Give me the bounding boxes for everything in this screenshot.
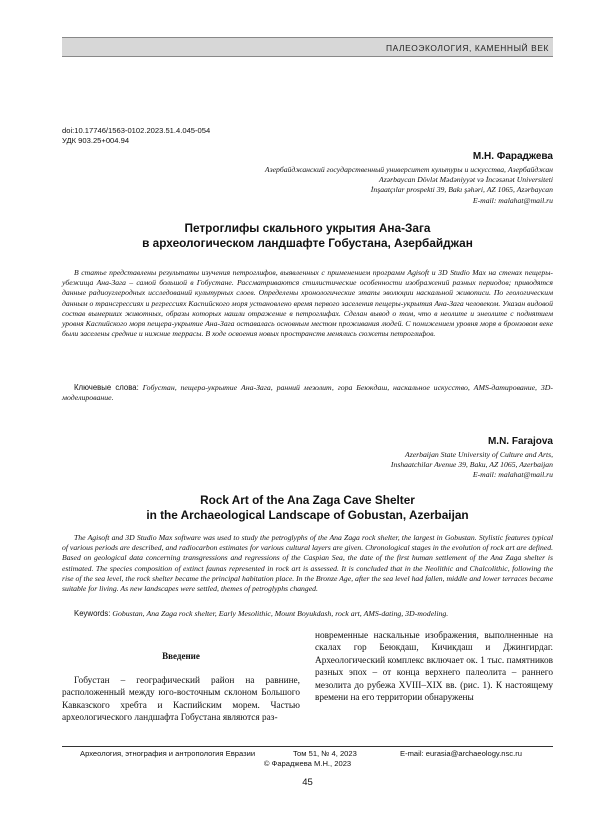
journal-volume: Том 51, № 4, 2023 (293, 749, 357, 758)
article-title-ru (62, 221, 553, 251)
keywords-en (62, 609, 553, 619)
affiliation-line: İnşaatçılar prospekti 39, Bakı şəhəri, AZ 1065, Azərbaycan (370, 185, 553, 195)
affiliation-ru (223, 165, 553, 206)
paragraph: новременные наскальные изображения, выполненные на скалах гор Беюкдаш, Кичикдаш и Джингирдаг. Археологический комплекс включает ок. 1 тыс. памятников разных эпох – от конца верхнего палеолита – раннего мезолита до рубежа XVIII–XIX вв. (рис. 1). К настоящему времени на его территории обнаружены (315, 631, 553, 704)
journal-email: E-mail: eurasia@archaeology.nsc.ru (400, 749, 522, 758)
affiliation-email: E-mail: malahat@mail.ru (472, 470, 553, 480)
keywords-text: Gobustan, Ana Zaga rock shelter, Early Mesolithic, Mount Boyukdash, rock art, AMS-dating, 3D-modeling. (112, 609, 449, 618)
author-ru: М.Н. Фараджева (472, 151, 553, 162)
body-column-right (315, 630, 553, 704)
title-line: в археологическом ландшафте Гобустана, Азербайджан (142, 236, 473, 250)
running-head: ПАЛЕОЭКОЛОГИЯ, КАМЕННЫЙ ВЕК (62, 37, 553, 57)
abstract-en: The Agisoft and 3D Studio Max software was used to study the petroglyphs of the Ana Zaga rock shelter, the largest in Gobustan. Stylistic features typical of various periods are described, and radiocarbon estimates for various cultural layers are given. Chronological stages in the evolution of rock art are defined. Based on geological data concerning transgressions and regressions of the Caspian Sea, the date of the first human settlement of the Ana Zaga shelter is estimated. The species composition of extinct faunas represented in rock art is assessed. It is concluded that in the Neolithic and Chalcolithic, following the rise of the sea level, the rock shelter became the principal habitation place. In the Bronze Age, after the sea level had fallen, middle and lower terraces became suitable for living. As new landscapes were settled, themes of petroglyphs changed. (62, 533, 553, 594)
copyright: © Фараджева М.Н., 2023 (263, 759, 352, 768)
doi: doi:10.17746/1563-0102.2023.51.4.045-054 (62, 126, 211, 135)
affiliation-en (223, 450, 553, 481)
affiliation-email: E-mail: malahat@mail.ru (472, 195, 553, 205)
title-line: Rock Art of the Ana Zaga Cave Shelter (200, 493, 415, 507)
journal-name: Археология, этнография и антропология Евразии (80, 749, 256, 758)
author-en: M.N. Farajova (487, 436, 553, 447)
keywords-text: Гобустан, пещера-укрытие Ана-Зага, ранний мезолит, гора Беюкдаш, наскальное искусство, AMS-датирование, 3D-моделирование. (62, 383, 554, 403)
section-heading: Введение (162, 651, 200, 661)
keywords-label: Ключевые слова: (74, 383, 139, 392)
article-title-en (62, 493, 553, 523)
affiliation-line: Azerbaijan State University of Culture and Arts, (405, 450, 553, 459)
page-number: 45 (302, 777, 313, 788)
title-line: Петроглифы скального укрытия Ана-Зага (184, 221, 431, 235)
keywords-ru (62, 383, 553, 403)
footer-rule (62, 746, 553, 747)
abstract-ru: В статье представлены результаты изучения петроглифов, выявленных с применением программ Agisoft и 3D Studio Max на стенах пещеры-убежища Ана-Зага – самой большой в Гобустане. Рассматриваются стилистические особенности изображений разных периодов; приводятся данные радиоуглеродных исследований культурных слоев. Определены хронологические этапы эволюции наскальной живописи. По геологическим данным о трансгрессиях и регрессиях Каспийского моря установлено время первого заселения пещеры-укрытия Ана-Зага человеком. Указан видовой состав вымерших животных, образы которых нашли отражение в петроглифах. Сделан вывод о том, что в неолите и энеолите с поднятием уровня Каспийского моря пещера-укрытие Ана-Зага оставалась основным местом проживания людей. С понижением уровня моря в бронзовом веке были заселены средние и нижние террасы. В ходе освоения новых пространств менялись сюжеты петроглифов. (62, 268, 553, 339)
affiliation-line: Azərbaycan Dövlət Mədəniyyət və İncəsənət Universiteti (379, 175, 553, 185)
affiliation-line: Inshaatchilar Avenue 39, Baku, AZ 1065, Azerbaijan (390, 460, 553, 470)
title-line: in the Archaeological Landscape of Gobustan, Azerbaijan (146, 508, 469, 522)
affiliation-line: Азербайджанский государственный университет культуры и искусства, Азербайджан (264, 165, 553, 174)
paragraph: Гобустан – географический район на равнине, расположенный между юго-восточным склоном Большого Кавказского хребта и Каспийским морем. Частью археологического ландшафта Гобустана являются раз- (62, 676, 300, 724)
keywords-label: Keywords: (74, 609, 111, 618)
udk: УДК 903.25+004.94 (62, 136, 130, 145)
body-column-left (62, 675, 300, 725)
